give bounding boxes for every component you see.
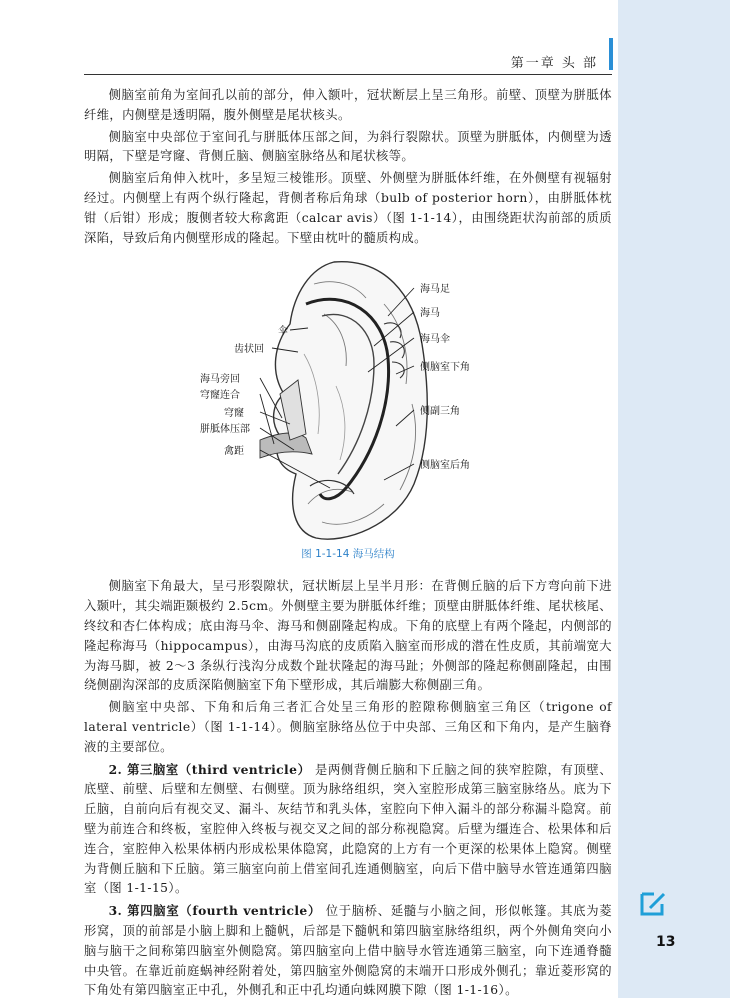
- label-fornix-commissure: 穹窿连合: [200, 390, 240, 402]
- section-fourth-ventricle: [84, 901, 612, 1001]
- label-posterior-horn: 侧脑室后角: [420, 460, 470, 472]
- label-splenium: 胼胝体压部: [200, 424, 250, 436]
- chapter-title: 第一章 头 部: [510, 56, 598, 71]
- section-heading: 2. 第三脑室（third ventricle）: [108, 761, 311, 777]
- section-text: 是两侧背侧丘脑和下丘脑之间的狭窄腔隙，有顶壁、底壁、前壁、后壁和左侧壁、右侧壁。顶为脉络组织，突入室腔形成第三脑室脉络丛。底为下丘脑，自前向后有视交叉、漏斗、灰结节和乳头体，室腔向下伸入漏斗的部分称漏斗隐窝。前壁为前连合和终板，室腔伸入终板与视交叉之间的部分称视隐窝。后壁为缰连合、松果体和后连合，室腔伸入松果体柄内形成松果体隐窝，此隐窝的上方有一个更深的松果体上隐窝。侧壁为背侧丘脑和下丘脑。第三脑室向前上借室间孔连通侧脑室，向后下借中脑导水管连通第四脑室（图 1-1-15）。: [84, 762, 613, 896]
- label-inferior-horn: 侧脑室下角: [420, 362, 470, 374]
- label-parahippocampal-gyrus: 海马旁回: [200, 374, 240, 386]
- label-hippocampal-pes: 海马足: [420, 284, 450, 296]
- edit-icon: [638, 888, 668, 918]
- hippocampus-illustration: [84, 254, 612, 542]
- label-fimbria-hippocampi: 海马伞: [420, 334, 450, 346]
- header-accent-bar: [609, 38, 613, 70]
- page-number: 13: [656, 934, 676, 950]
- label-hippocampus: 海马: [420, 308, 440, 320]
- label-dentate-gyrus: 齿状回: [234, 344, 264, 356]
- hippocampus-figure: [84, 254, 612, 542]
- paragraph: 侧脑室下角最大，呈弓形裂隙状，冠状断层上呈半月形：在背侧丘脑的后下方弯向前下进入颞叶，其尖端距颞极约 2.5cm。外侧壁主要为胼胝体纤维；顶壁由胼胝体纤维、尾状核尾、终纹和杏仁体构成；底由海马伞、海马和侧副隆起构成。下角的底壁上有两个隆起，内侧部的隆起称海马（hippocampus），由海马沟底的皮质陷入脑室而形成的潜在性皮质，其前端宽大为海马脚，被 2～3 条纵行浅沟分成数个趾状隆起的海马趾；外侧部的隆起称侧副隆起，由围绕侧副沟深部的皮质深陷侧脑室下角下壁形成，其后端膨大称侧副三角。: [84, 579, 612, 693]
- label-collateral-trigone: 侧副三角: [420, 406, 460, 418]
- paragraph: 侧脑室后角伸入枕叶，多呈短三棱锥形。顶壁、外侧壁为胼胝体纤维，在外侧壁有视辐射经过。内侧壁上有两个纵行隆起，背侧者称后角球（bulb of posterior horn），由胼胝体枕钳（后钳）形成；腹侧者较大称禽距（calcar avis）（图 1-1-14），由围绕距状沟前部的质质深陷，导致后角内侧壁形成的隆起。下壁由枕叶的髓质构成。: [84, 171, 612, 245]
- section-third-ventricle: [84, 760, 612, 900]
- paragraph: 侧脑室中央部位于室间孔与胼胝体压部之间，为斜行裂隙状。顶壁为胼胝体，内侧壁为透明隔，下壁是穹窿、背侧丘脑、侧脑室脉络丛和尾状核等。: [84, 129, 612, 164]
- figure-caption: 图 1-1-14 海马结构: [301, 548, 395, 561]
- page-body: [84, 86, 612, 1003]
- section-heading: 3. 第四脑室（fourth ventricle）: [108, 903, 322, 919]
- running-header: [84, 48, 612, 75]
- label-fimbria: 伞: [278, 326, 288, 338]
- label-fornix: 穹窿: [224, 408, 244, 420]
- paragraph: 侧脑室中央部、下角和后角三者汇合处呈三角形的腔隙称侧脑室三角区（trigone of lateral ventricle）（图 1-1-14）。侧脑室脉络丛位于中央部、三角区和下角内，是产生脑脊液的主要部位。: [84, 700, 612, 754]
- section-text: 位于脑桥、延髓与小脑之间，形似帐篷。其底为菱形窝，顶的前部是小脑上脚和上髓帆，后部是下髓帆和第四脑室脉络组织，两个外侧角突向小脑与脑干之间称第四脑室外侧隐窝。第四脑室向上借中脑导水管连通第三脑室，向下连通脊髓中央管。在靠近前庭蜗神经附着处，第四脑室外侧隐窝的末端开口形成外侧孔；靠近菱形窝的下角处有第四脑室正中孔，外侧孔和正中孔均通向蛛网膜下隙（图 1-1-16）。: [84, 904, 613, 998]
- paragraph: 侧脑室前角为室间孔以前的部分，伸入额叶，冠状断层上呈三角形。前壁、顶壁为胼胝体纤维，内侧壁是透明隔，腹外侧壁是尾状核头。: [84, 88, 612, 122]
- page-sidebar: [618, 0, 730, 998]
- label-calcar-avis: 禽距: [224, 446, 244, 458]
